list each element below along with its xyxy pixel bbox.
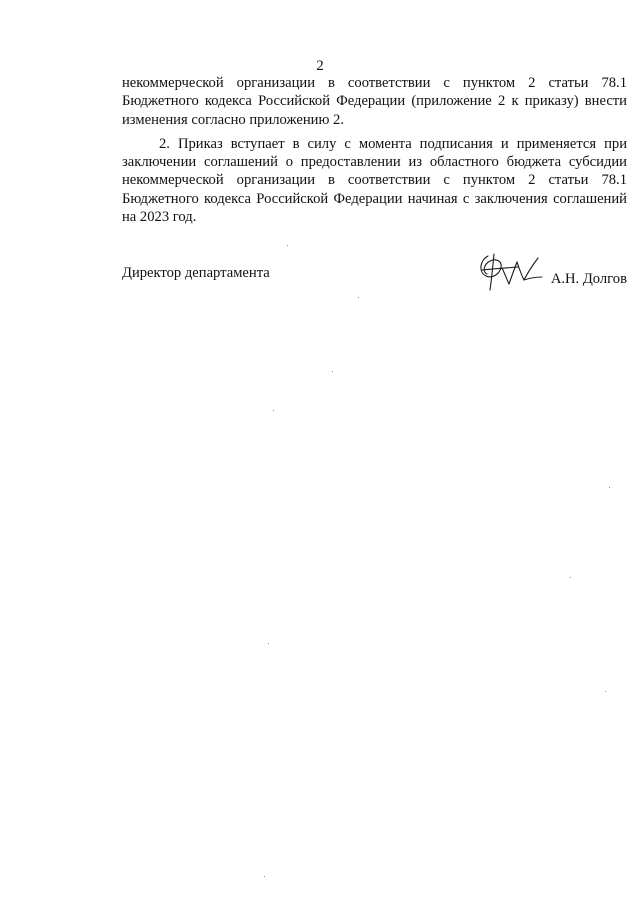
scan-speck [358, 297, 359, 298]
handwritten-signature-icon [474, 250, 548, 296]
scan-speck [273, 410, 274, 411]
page-number: 2 [316, 58, 324, 74]
scan-speck [332, 371, 333, 372]
signer-name: А.Н. Долгов [550, 271, 627, 287]
scan-speck [268, 643, 269, 644]
paragraph-continuation: некоммерческой организации в соответствии с пунктом 2 статьи 78.1 Бюджетного кодекса Российской Федерации (приложение 2 к приказу) внести изменения согласно приложению 2. [122, 75, 627, 128]
signature-block [122, 264, 627, 294]
scan-speck [264, 876, 265, 877]
scan-speck [287, 245, 288, 246]
paragraph-item-2: 2. Приказ вступает в силу с момента подписания и применяется при заключении соглашений о предоставлении из областного бюджета субсидии некоммерческой организации в соответствии с пунктом 2 статьи 78.1 Бюджетного кодекса Российской Федерации начиная с заключения соглашений на 2023 год. [122, 135, 627, 226]
signer-position: Директор департамента [122, 265, 270, 281]
document-body [122, 74, 627, 226]
scan-speck [605, 691, 606, 692]
scan-speck [609, 487, 610, 488]
scan-speck [570, 577, 571, 578]
